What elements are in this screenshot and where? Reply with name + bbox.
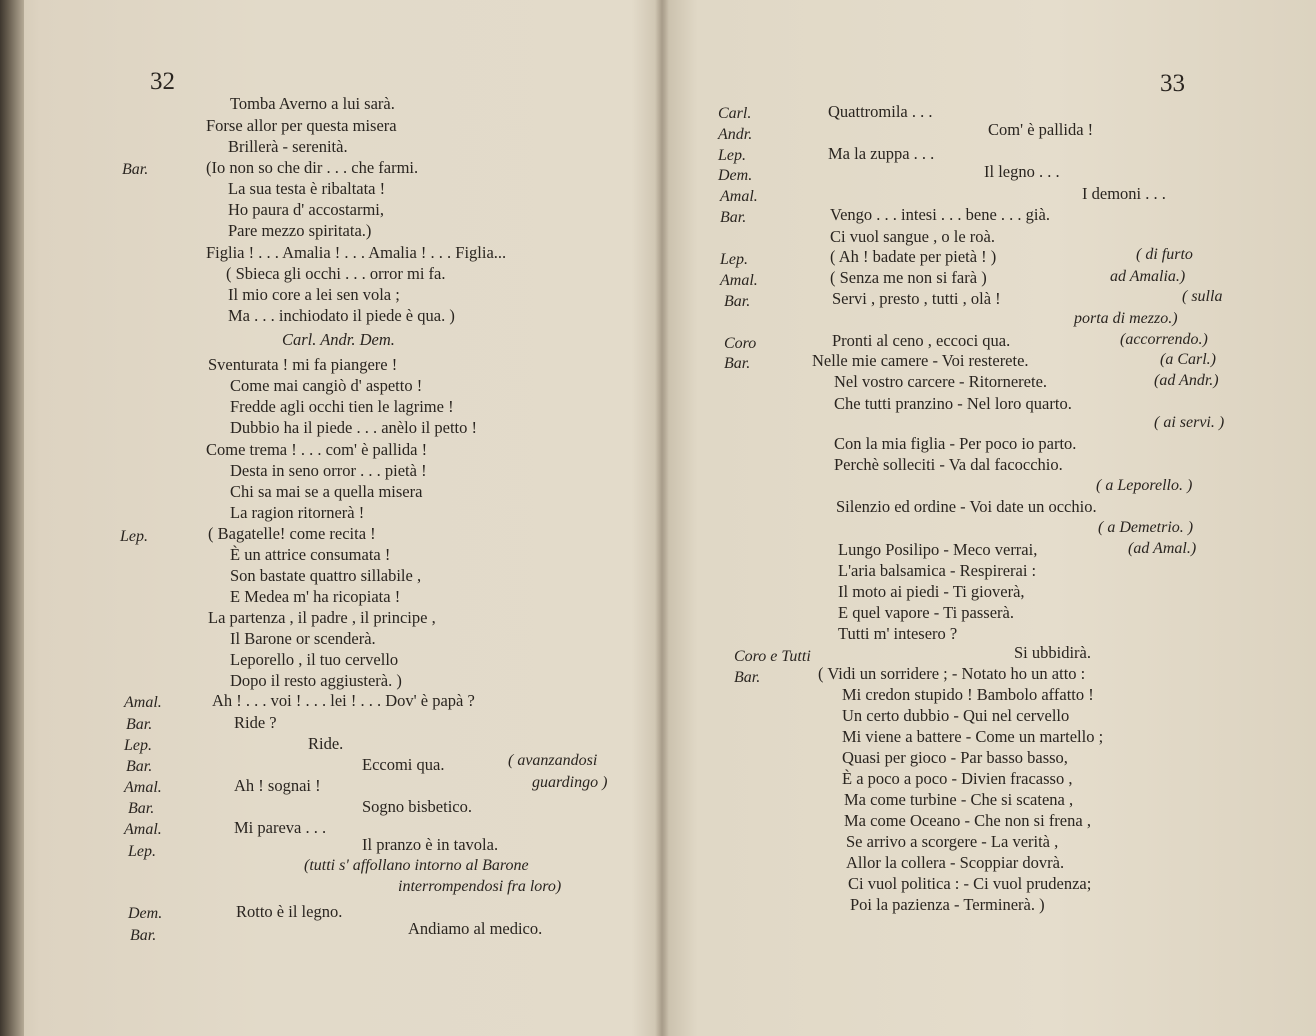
verse-line: E Medea m' ha ricopiata ! <box>230 587 401 606</box>
speaker-label: Andr. <box>718 126 753 143</box>
speaker-label: Amal. <box>124 821 162 838</box>
speaker-label: Amal. <box>720 272 758 289</box>
verse-line: ( Senza me non si farà ) <box>830 268 987 287</box>
speaker-label: Lep. <box>128 843 156 860</box>
stage-direction: ( a Leporello. ) <box>1096 477 1193 494</box>
speaker-label: Dem. <box>128 905 163 922</box>
verse-line: L'aria balsamica - Respirerai : <box>838 561 1037 580</box>
stage-direction: (a Carl.) <box>1160 351 1216 368</box>
verse-line: Ma la zuppa . . . <box>828 144 935 163</box>
speaker-label: Bar. <box>720 209 747 226</box>
stage-direction: ( avanzandosi <box>508 752 598 769</box>
verse-line: Chi sa mai se a quella misera <box>230 482 423 501</box>
verse-line: Andiamo al medico. <box>408 919 543 938</box>
verse-line: Com' è pallida ! <box>988 120 1094 139</box>
stage-direction: ( ai servi. ) <box>1154 414 1225 431</box>
verse-line: Il mio core a lei sen vola ; <box>228 285 400 304</box>
verse-line: Tutti m' intesero ? <box>838 624 958 643</box>
verse-line: Desta in seno orror . . . pietà ! <box>230 461 427 480</box>
verse-line: Mi viene a battere - Come un martello ; <box>842 727 1104 746</box>
verse-line: Ci vuol sangue , o le roà. <box>830 227 995 246</box>
speaker-label: Coro e Tutti <box>734 648 811 665</box>
verse-line: Ah ! sognai ! <box>234 776 321 795</box>
verse-line: Il pranzo è in tavola. <box>362 835 499 854</box>
verse-line: Dopo il resto aggiusterà. ) <box>230 671 402 690</box>
speaker-label: Carl. <box>718 105 752 122</box>
chorus-heading: Carl. Andr. Dem. <box>282 330 395 349</box>
verse-line: Poi la pazienza - Terminerà. ) <box>850 895 1045 914</box>
stage-direction: ( a Demetrio. ) <box>1098 519 1194 536</box>
verse-line: Silenzio ed ordine - Voi date un occhio. <box>836 497 1097 516</box>
verse-line: Ma come Oceano - Che non si frena , <box>844 811 1091 830</box>
verse-line: Son bastate quattro sillabile , <box>230 566 422 585</box>
verse-line: Dubbio ha il piede . . . anèlo il petto ! <box>230 418 477 437</box>
stage-direction: (accorrendo.) <box>1120 331 1208 348</box>
verse-line: Il legno . . . <box>984 162 1060 181</box>
verse-line: La sua testa è ribaltata ! <box>228 179 386 198</box>
verse-line: Mi pareva . . . <box>234 818 327 837</box>
verse-line: Servi , presto , tutti , olà ! <box>832 289 1001 308</box>
verse-line: Nel vostro carcere - Ritornerete. <box>834 372 1048 391</box>
verse-line: Brillerà - serenità. <box>228 137 348 156</box>
verse-line: Come trema ! . . . com' è pallida ! <box>206 440 428 459</box>
verse-line: ( Sbieca gli occhi . . . orror mi fa. <box>226 264 446 283</box>
speaker-label: Bar. <box>734 669 761 686</box>
speaker-label: Dem. <box>718 167 753 184</box>
stage-direction: ( di furto <box>1136 246 1193 263</box>
verse-line: Figlia ! . . . Amalia ! . . . Amalia ! . . . Figlia... <box>206 243 507 262</box>
stage-direction: interrompendosi fra loro) <box>398 878 562 895</box>
verse-line: È un attrice consumata ! <box>230 545 391 564</box>
verse-line: Fredde agli occhi tien le lagrime ! <box>230 397 454 416</box>
speaker-label: Bar. <box>724 293 751 310</box>
verse-line: Ma . . . inchiodato il piede è qua. ) <box>228 306 455 325</box>
stage-direction: porta di mezzo.) <box>1074 310 1178 327</box>
verse-line: Come mai cangiò d' aspetto ! <box>230 376 423 395</box>
speaker-label: Amal. <box>124 779 162 796</box>
speaker-label: Coro <box>724 335 757 352</box>
verse-line: Si ubbidirà. <box>1014 643 1091 662</box>
speaker-label: Bar. <box>126 758 153 775</box>
verse-line: ( Ah ! badate per pietà ! ) <box>830 247 997 266</box>
verse-line: Ah ! . . . voi ! . . . lei ! . . . Dov' è papà ? <box>212 691 475 710</box>
verse-line: La ragion ritornerà ! <box>230 503 365 522</box>
speaker-label: Bar. <box>122 161 149 178</box>
verse-line: Ho paura d' accostarmi, <box>228 200 384 219</box>
verse-line: I demoni . . . <box>1082 184 1166 203</box>
verse-line: Che tutti pranzino - Nel loro quarto. <box>834 394 1072 413</box>
verse-line: La partenza , il padre , il principe , <box>208 608 436 627</box>
verse-line: Leporello , il tuo cervello <box>230 650 399 669</box>
right-page <box>660 0 1316 1036</box>
verse-line: Ride ? <box>234 713 277 732</box>
verse-line: Vengo . . . intesi . . . bene . . . già. <box>830 205 1050 224</box>
verse-line: Un certo dubbio - Qui nel cervello <box>842 706 1070 725</box>
verse-line: Pare mezzo spiritata.) <box>228 221 372 240</box>
verse-line: È a poco a poco - Divien fracasso , <box>842 769 1073 788</box>
verse-line: Con la mia figlia - Per poco io parto. <box>834 434 1077 453</box>
verse-line: Sventurata ! mi fa piangere ! <box>208 355 398 374</box>
verse-line: Quasi per gioco - Par basso basso, <box>842 748 1068 767</box>
page-number: 32 <box>150 68 175 95</box>
speaker-label: Bar. <box>126 716 153 733</box>
stage-direction: (tutti s' affollano intorno al Barone <box>304 857 529 874</box>
verse-line: Il Barone or scenderà. <box>230 629 376 648</box>
stage-direction: ad Amalia.) <box>1110 268 1186 285</box>
verse-line: Quattromila . . . <box>828 102 933 121</box>
verse-line: E quel vapore - Ti passerà. <box>838 603 1014 622</box>
verse-line: Sogno bisbetico. <box>362 797 472 816</box>
stage-direction: (ad Andr.) <box>1154 372 1219 389</box>
verse-line: Lungo Posilipo - Meco verrai, <box>838 540 1038 559</box>
verse-line: Forse allor per questa misera <box>206 116 397 135</box>
speaker-label: Amal. <box>124 694 162 711</box>
speaker-label: Lep. <box>718 147 746 164</box>
verse-line: Tomba Averno a lui sarà. <box>230 94 395 113</box>
verse-line: Rotto è il legno. <box>236 902 343 921</box>
verse-line: Mi credon stupido ! Bambolo affatto ! <box>842 685 1094 704</box>
verse-line: ( Bagatelle! come recita ! <box>208 524 376 543</box>
verse-line: Perchè solleciti - Va dal facocchio. <box>834 455 1063 474</box>
verse-line: Ma come turbine - Che si scatena , <box>844 790 1074 809</box>
speaker-label: Bar. <box>128 800 155 817</box>
verse-line: Nelle mie camere - Voi resterete. <box>812 351 1029 370</box>
speaker-label: Bar. <box>130 927 157 944</box>
speaker-label: Lep. <box>120 528 148 545</box>
speaker-label: Lep. <box>124 737 152 754</box>
verse-line: (Io non so che dir . . . che farmi. <box>206 158 419 177</box>
speaker-label: Bar. <box>724 355 751 372</box>
verse-line: ( Vidi un sorridere ; - Notato ho un atto : <box>818 664 1086 683</box>
verse-line: Pronti al ceno , eccoci qua. <box>832 331 1011 350</box>
verse-line: Ride. <box>308 734 344 753</box>
verse-line: Se arrivo a scorgere - La verità , <box>846 832 1059 851</box>
speaker-label: Lep. <box>720 251 748 268</box>
stage-direction: (ad Amal.) <box>1128 540 1197 557</box>
speaker-label: Amal. <box>720 188 758 205</box>
stage-direction: ( sulla <box>1182 288 1223 305</box>
stage-direction: guardingo ) <box>532 774 608 791</box>
verse-line: Il moto ai piedi - Ti gioverà, <box>838 582 1025 601</box>
verse-line: Eccomi qua. <box>362 755 445 774</box>
verse-line: Ci vuol politica : - Ci vuol prudenza; <box>848 874 1092 893</box>
verse-line: Allor la collera - Scoppiar dovrà. <box>846 853 1065 872</box>
page-number: 33 <box>1160 70 1185 97</box>
